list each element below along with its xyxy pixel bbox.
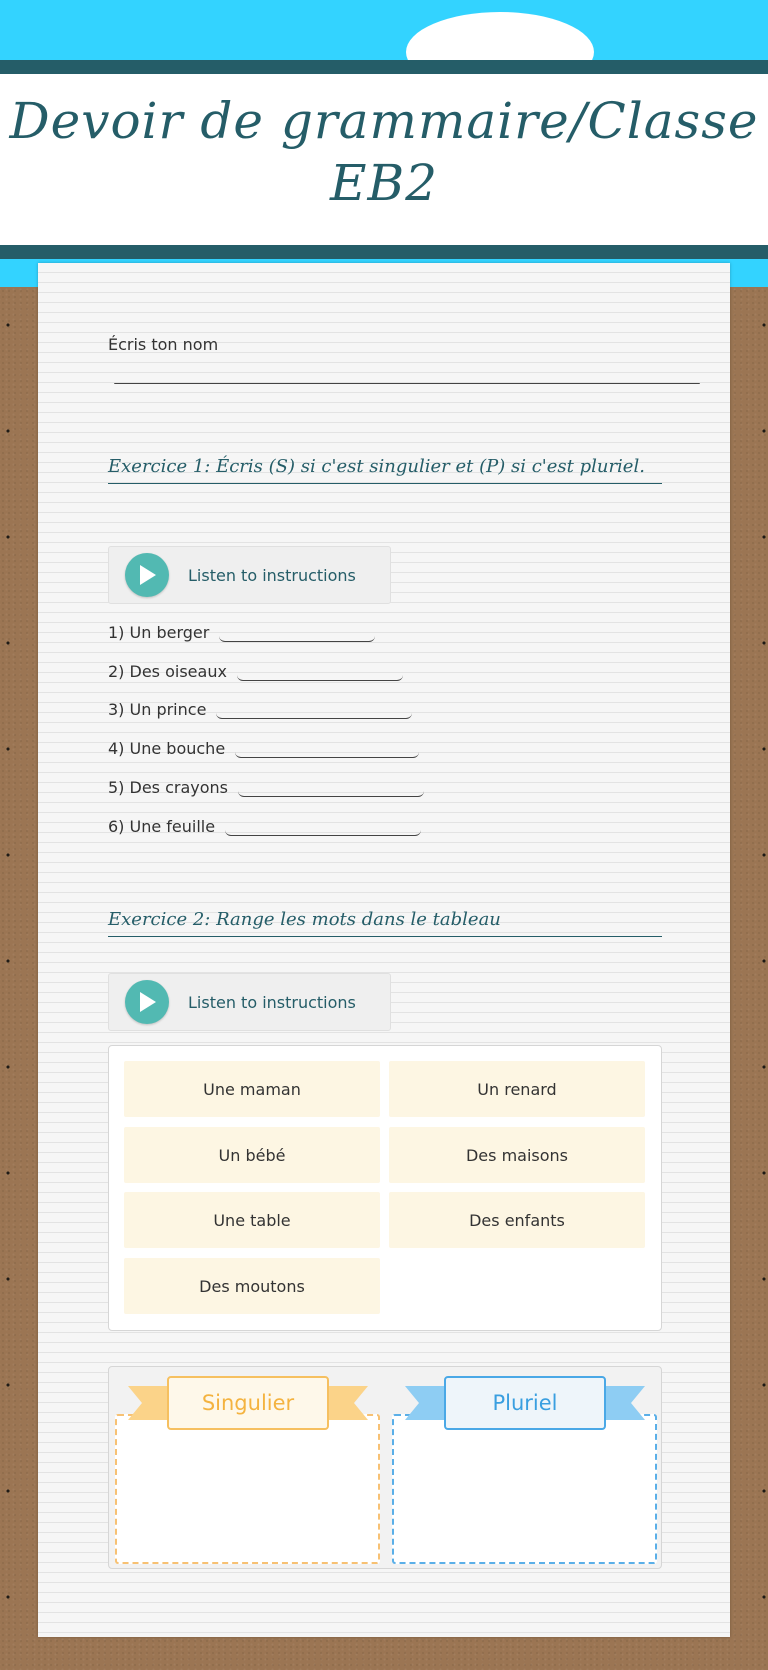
exercise2-title: Exercice 2: Range les mots dans le tableau bbox=[108, 908, 662, 937]
sorting-table bbox=[108, 1366, 662, 1569]
question-row bbox=[108, 655, 403, 681]
word-card[interactable]: Une maman bbox=[124, 1061, 380, 1117]
exercise1-title: Exercice 1: Écris (S) si c'est singulier et (P) si c'est pluriel. bbox=[108, 455, 662, 484]
question-label: 2) Des oiseaux bbox=[108, 662, 227, 681]
question-row bbox=[108, 771, 424, 797]
name-label: Écris ton nom bbox=[108, 335, 219, 354]
word-cards-container bbox=[108, 1045, 662, 1331]
singulier-ribbon bbox=[128, 1376, 368, 1438]
category-label: Singulier bbox=[201, 1391, 295, 1415]
play-icon bbox=[125, 980, 169, 1024]
question-label: 1) Un berger bbox=[108, 623, 210, 642]
listen-instructions-button[interactable] bbox=[108, 546, 391, 604]
word-card[interactable]: Une table bbox=[124, 1192, 380, 1248]
question-row bbox=[108, 616, 375, 642]
listen-label: Listen to instructions bbox=[188, 992, 356, 1012]
answer-blank[interactable] bbox=[238, 775, 424, 797]
name-input[interactable] bbox=[114, 383, 700, 384]
question-label: 4) Une bouche bbox=[108, 739, 226, 758]
answer-blank[interactable] bbox=[216, 697, 412, 719]
title-area bbox=[0, 74, 768, 245]
word-card[interactable]: Des moutons bbox=[124, 1258, 380, 1314]
question-row bbox=[108, 810, 421, 836]
page-title: Devoir de grammaire/Classe EB2 bbox=[9, 92, 759, 212]
listen-instructions-button[interactable] bbox=[108, 973, 391, 1031]
question-row bbox=[108, 732, 419, 758]
word-card[interactable]: Un renard bbox=[389, 1061, 645, 1117]
answer-blank[interactable] bbox=[225, 814, 421, 836]
answer-blank[interactable] bbox=[235, 736, 419, 758]
question-row bbox=[108, 693, 412, 719]
question-label: 5) Des crayons bbox=[108, 778, 229, 797]
header-band-top bbox=[0, 60, 768, 74]
word-card[interactable]: Des maisons bbox=[389, 1127, 645, 1183]
listen-label: Listen to instructions bbox=[188, 565, 356, 585]
pluriel-ribbon bbox=[405, 1376, 645, 1438]
worksheet-paper bbox=[38, 263, 730, 1637]
word-card[interactable]: Un bébé bbox=[124, 1127, 380, 1183]
sky-banner bbox=[0, 0, 768, 60]
category-label: Pluriel bbox=[492, 1391, 558, 1415]
header-band-bottom bbox=[0, 245, 768, 259]
word-card[interactable]: Des enfants bbox=[389, 1192, 645, 1248]
question-label: 6) Une feuille bbox=[108, 817, 216, 836]
question-label: 3) Un prince bbox=[108, 700, 207, 719]
play-icon bbox=[125, 553, 169, 597]
answer-blank[interactable] bbox=[237, 659, 403, 681]
answer-blank[interactable] bbox=[219, 620, 375, 642]
